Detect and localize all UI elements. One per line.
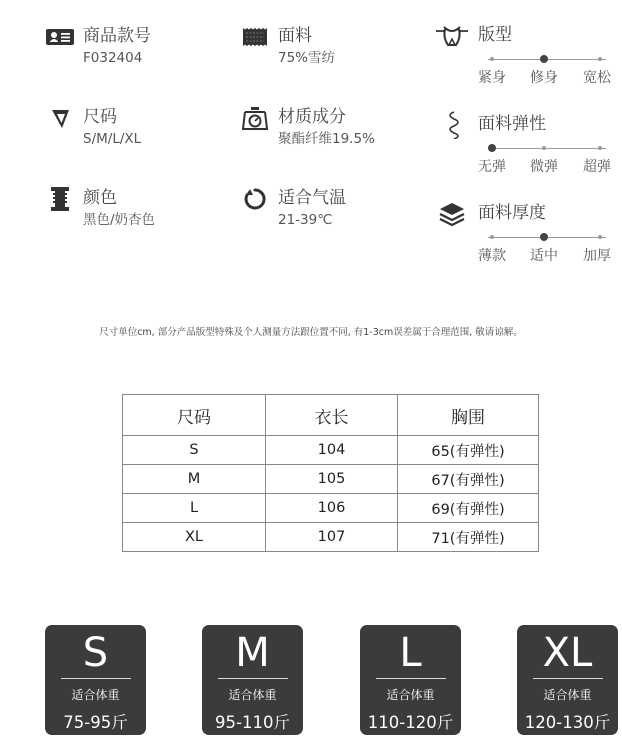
attr-stretch <box>434 113 546 137</box>
weight-card-l <box>360 625 461 735</box>
attr-climate-value: 21-39℃ <box>278 212 333 228</box>
card-caption: 适合体重 <box>228 688 277 702</box>
card-caption: 适合体重 <box>543 688 592 702</box>
col-header-length: 衣长 <box>266 395 398 436</box>
scale-point <box>490 57 494 61</box>
cell-bust: 67(有弹性) <box>398 465 539 494</box>
card-caption: 适合体重 <box>386 688 435 702</box>
attr-fit <box>434 24 512 48</box>
cell-bust: 65(有弹性) <box>398 436 539 465</box>
cell-size: L <box>123 494 266 523</box>
ruler-triangle-icon <box>45 106 75 130</box>
hanger-icon <box>434 24 470 48</box>
scale-point <box>598 57 602 61</box>
thickness-scale <box>474 237 616 264</box>
attr-color-value: 黑色/奶杏色 <box>83 212 156 228</box>
scale-option-label: 加厚 <box>583 248 611 264</box>
scale-option-label: 无弹 <box>478 159 506 175</box>
scale-point-selected <box>488 144 496 152</box>
weight-card-xl <box>517 625 618 735</box>
attr-climate <box>240 187 346 229</box>
scale-option-label: 薄款 <box>478 248 506 264</box>
card-divider <box>533 678 603 679</box>
attr-thickness <box>434 202 546 226</box>
table-row <box>123 465 539 494</box>
col-header-size: 尺码 <box>123 395 266 436</box>
card-weight: 95-110斤 <box>215 713 290 732</box>
card-weight: 75-95斤 <box>63 713 128 732</box>
weight-card-m <box>202 625 303 735</box>
card-divider <box>376 678 446 679</box>
size-table <box>122 394 539 552</box>
cell-bust: 69(有弹性) <box>398 494 539 523</box>
attr-thickness-label: 面料厚度 <box>478 203 546 223</box>
attr-fabric-value: 75%雪纺 <box>278 50 336 66</box>
card-divider <box>61 678 131 679</box>
cell-size: M <box>123 465 266 494</box>
attr-color-label: 颜色 <box>83 188 117 208</box>
attr-size-value: S/M/L/XL <box>83 131 142 147</box>
temperature-cycle-icon <box>240 187 270 211</box>
attr-style-no-label: 商品款号 <box>83 26 151 46</box>
card-divider <box>218 678 288 679</box>
attr-fit-label: 版型 <box>478 25 512 45</box>
scale-option-label: 超弹 <box>583 159 611 175</box>
attr-composition-value: 聚酯纤维19.5% <box>278 131 375 147</box>
cell-length: 107 <box>266 523 398 552</box>
cell-size: S <box>123 436 266 465</box>
attr-size <box>45 106 141 148</box>
attr-fabric-label: 面料 <box>278 26 312 46</box>
scale-point <box>598 146 602 150</box>
scale-option-label: 修身 <box>530 70 558 86</box>
attr-stretch-label: 面料弹性 <box>478 114 546 134</box>
table-row <box>123 523 539 552</box>
cell-size: XL <box>123 523 266 552</box>
fit-scale <box>474 59 616 86</box>
attr-fabric <box>240 25 335 67</box>
scale-point <box>490 235 494 239</box>
scale-option-label: 紧身 <box>478 70 506 86</box>
scale-option-label: 适中 <box>530 248 558 264</box>
fabric-swatch-icon <box>240 25 270 49</box>
card-size: M <box>235 630 270 676</box>
cell-length: 106 <box>266 494 398 523</box>
attr-climate-label: 适合气温 <box>278 188 346 208</box>
card-caption: 适合体重 <box>71 688 120 702</box>
cell-length: 105 <box>266 465 398 494</box>
stretch-spring-icon <box>434 113 470 137</box>
card-size: XL <box>542 630 593 676</box>
attr-style-no-value: F032404 <box>83 50 143 66</box>
card-size: L <box>399 630 422 676</box>
spool-icon <box>45 187 75 211</box>
scale-point <box>542 146 546 150</box>
attr-composition-label: 材质成分 <box>278 107 346 127</box>
col-header-bust: 胸围 <box>398 395 539 436</box>
id-card-icon <box>45 25 75 49</box>
stretch-scale <box>474 148 616 175</box>
table-header-row <box>123 395 539 436</box>
attr-composition <box>240 106 375 148</box>
card-size: S <box>82 630 109 676</box>
layers-icon <box>434 202 470 226</box>
table-row <box>123 436 539 465</box>
cell-length: 104 <box>266 436 398 465</box>
card-weight: 110-120斤 <box>367 713 454 732</box>
scale-point-selected <box>540 55 548 63</box>
cell-bust: 71(有弹性) <box>398 523 539 552</box>
size-note: 尺寸单位cm, 部分产品版型特殊及个人测量方法跟位置不同, 有1-3cm误差属于合理范围, 敬请谅解。 <box>99 327 523 338</box>
attr-size-label: 尺码 <box>83 107 117 127</box>
attr-color <box>45 187 155 229</box>
attr-style-no <box>45 25 151 67</box>
table-row <box>123 494 539 523</box>
scale-point-selected <box>540 233 548 241</box>
weight-scale-icon <box>240 106 270 130</box>
weight-card-s <box>45 625 146 735</box>
scale-option-label: 微弹 <box>530 159 558 175</box>
scale-option-label: 宽松 <box>583 70 611 86</box>
scale-point <box>598 235 602 239</box>
card-weight: 120-130斤 <box>524 713 611 732</box>
